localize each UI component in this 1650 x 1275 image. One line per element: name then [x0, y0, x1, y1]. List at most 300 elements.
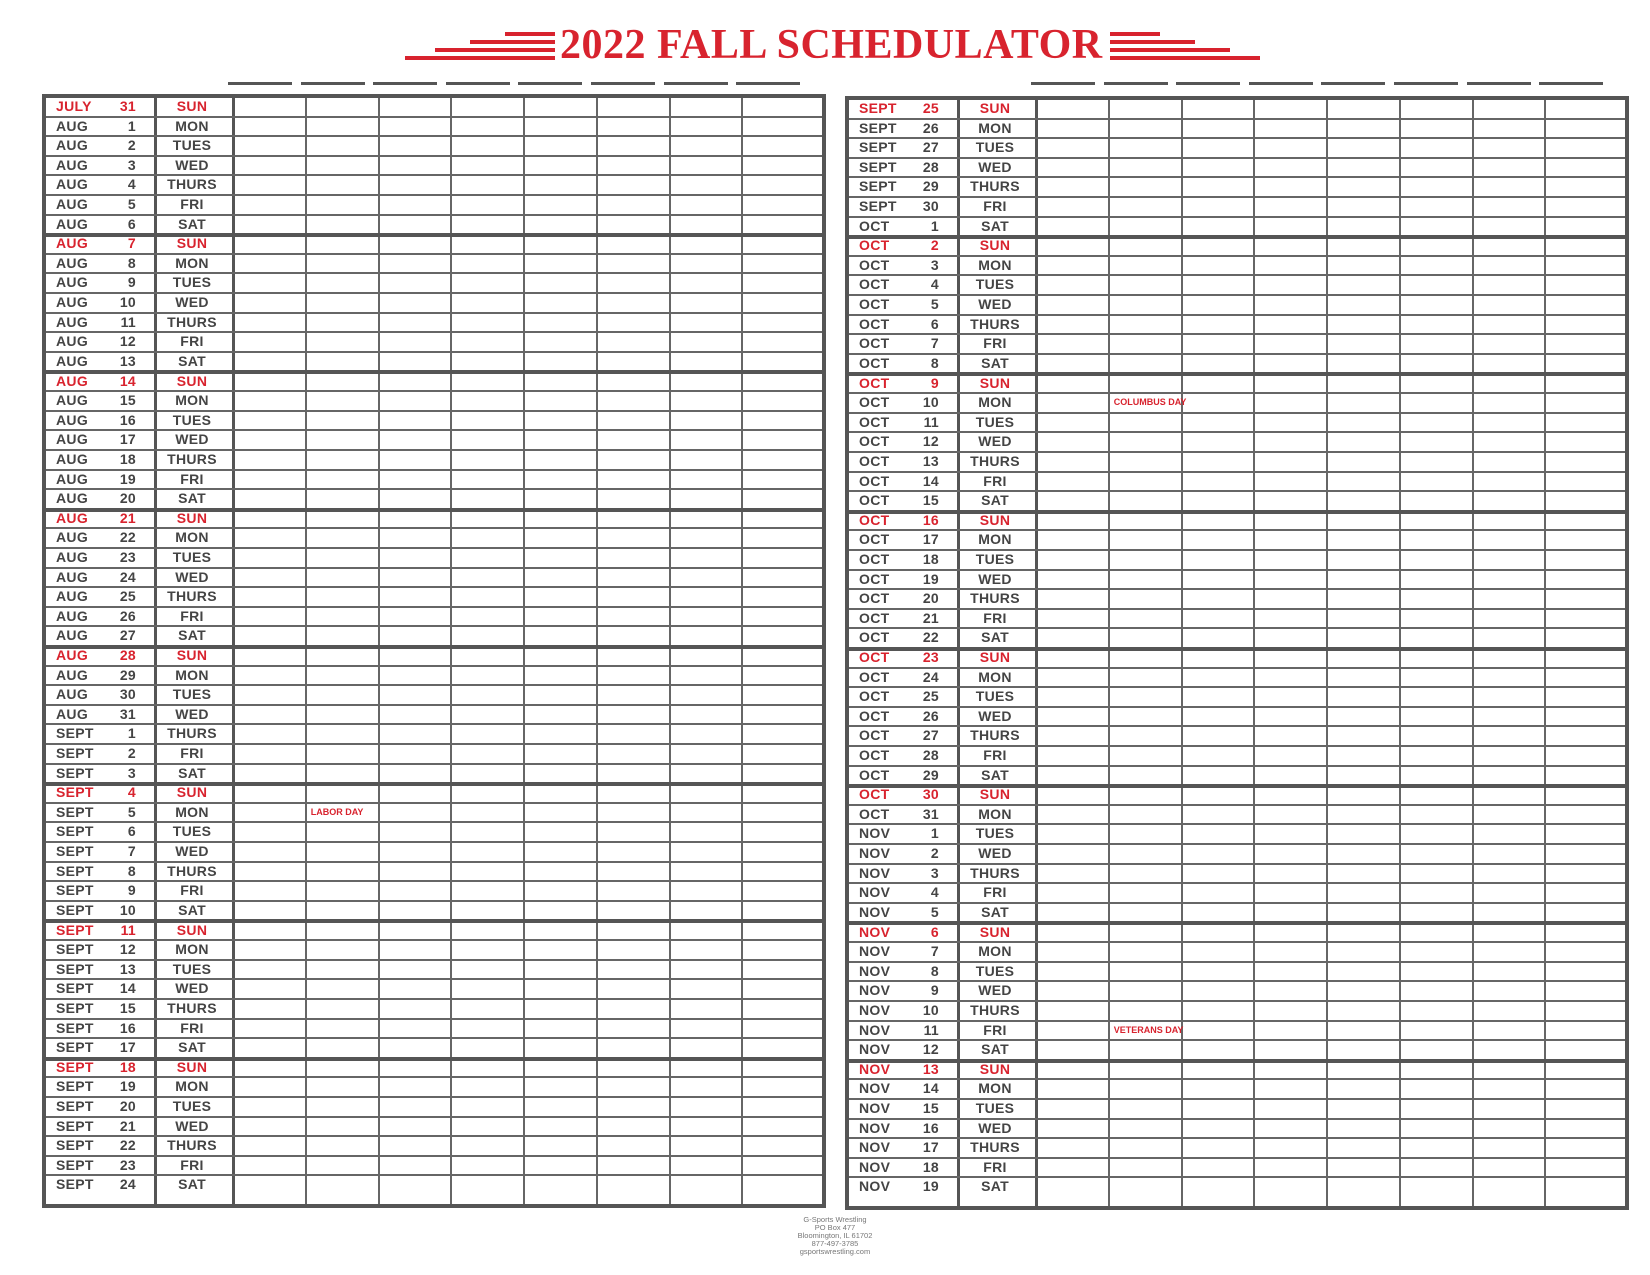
schedule-row[interactable] — [46, 843, 822, 863]
month-label: OCT — [859, 315, 890, 332]
day-number: 31 — [119, 705, 136, 722]
schedule-row[interactable] — [849, 1061, 1625, 1081]
weekday-label: FRI — [180, 882, 204, 899]
schedule-row[interactable] — [849, 355, 1625, 377]
column-header-line — [1249, 82, 1313, 85]
schedule-row[interactable] — [46, 1078, 822, 1098]
day-number: 8 — [127, 862, 136, 879]
weekday-label: TUES — [975, 1099, 1015, 1116]
schedule-row[interactable] — [46, 373, 822, 393]
schedule-row[interactable] — [849, 767, 1625, 789]
schedule-row[interactable] — [46, 784, 822, 804]
day-number: 4 — [127, 784, 136, 801]
schedule-row[interactable] — [849, 257, 1625, 277]
day-number: 24 — [119, 568, 136, 585]
month-label: NOV — [859, 962, 891, 979]
schedule-row[interactable] — [849, 551, 1625, 571]
month-label: OCT — [859, 256, 890, 273]
weekday-label: FRI — [180, 470, 204, 487]
day-number: 21 — [119, 509, 136, 526]
schedule-row[interactable] — [46, 137, 822, 157]
weekday-label: TUES — [975, 139, 1015, 156]
schedule-row[interactable] — [46, 725, 822, 745]
day-number: 16 — [119, 411, 136, 428]
day-number: 7 — [127, 843, 136, 860]
column-header-lines-right — [1031, 82, 1611, 90]
weekday-label: MON — [175, 1078, 209, 1095]
schedule-row[interactable] — [46, 961, 822, 981]
schedule-row[interactable] — [849, 178, 1625, 198]
weekday-label: SAT — [178, 1039, 206, 1056]
schedule-row[interactable] — [46, 1000, 822, 1020]
weekday-label: WED — [978, 433, 1012, 450]
column-header-line — [664, 82, 728, 85]
weekday-label: THURS — [970, 315, 1020, 332]
month-label: OCT — [859, 511, 890, 528]
schedule-row[interactable] — [46, 118, 822, 138]
month-label: NOV — [859, 1178, 891, 1195]
schedule-row[interactable] — [849, 845, 1625, 865]
day-number: 4 — [127, 176, 136, 193]
schedule-row[interactable] — [849, 433, 1625, 453]
schedule-row[interactable] — [849, 1159, 1625, 1179]
schedule-row[interactable] — [46, 176, 822, 196]
month-label: AUG — [56, 215, 89, 232]
schedule-row[interactable] — [46, 157, 822, 177]
month-label: AUG — [56, 196, 89, 213]
month-label: AUG — [56, 411, 89, 428]
schedule-row[interactable] — [849, 806, 1625, 826]
day-number: 3 — [127, 764, 136, 781]
day-number: 14 — [922, 1080, 939, 1097]
month-label: AUG — [56, 529, 89, 546]
schedule-row[interactable] — [849, 198, 1625, 218]
column-header-line — [1176, 82, 1240, 85]
weekday-label: SUN — [176, 921, 208, 938]
day-number: 7 — [930, 943, 939, 960]
month-label: SEPT — [56, 784, 94, 801]
weekday-label: THURS — [970, 1139, 1020, 1156]
schedule-row[interactable] — [46, 745, 822, 765]
month-label: SEPT — [56, 960, 94, 977]
column-header-line — [591, 82, 655, 85]
weekday-label: WED — [978, 1119, 1012, 1136]
day-number: 11 — [923, 413, 939, 430]
day-number: 9 — [930, 374, 939, 391]
schedule-row[interactable] — [849, 1100, 1625, 1120]
schedule-row[interactable] — [849, 276, 1625, 296]
holiday-label: COLUMBUS DAY — [1113, 397, 1187, 408]
day-number: 3 — [127, 156, 136, 173]
schedule-row[interactable] — [46, 1098, 822, 1118]
day-number: 2 — [930, 237, 939, 254]
schedule-row[interactable] — [46, 294, 822, 314]
weekday-label: THURS — [970, 727, 1020, 744]
weekday-label: WED — [175, 431, 209, 448]
day-number: 10 — [922, 1001, 939, 1018]
weekday-label: FRI — [983, 335, 1007, 352]
weekday-label: MON — [978, 668, 1012, 685]
weekday-label: WED — [175, 568, 209, 585]
schedule-row[interactable] — [849, 453, 1625, 473]
schedule-row[interactable] — [849, 1120, 1625, 1140]
weekday-label: SAT — [178, 490, 206, 507]
day-number: 17 — [119, 1039, 136, 1056]
schedule-row[interactable] — [46, 1118, 822, 1138]
weekday-label: TUES — [975, 825, 1015, 842]
schedule-row[interactable] — [46, 510, 822, 530]
day-number: 20 — [922, 590, 939, 607]
schedule-row[interactable] — [46, 863, 822, 883]
weekday-label: SAT — [178, 901, 206, 918]
schedule-row[interactable] — [849, 590, 1625, 610]
weekday-label: MON — [175, 392, 209, 409]
schedule-row[interactable] — [849, 100, 1625, 120]
day-number: 26 — [922, 707, 939, 724]
schedule-row[interactable] — [46, 529, 822, 549]
month-label: OCT — [859, 590, 890, 607]
schedule-row[interactable] — [849, 1139, 1625, 1159]
weekday-label: FRI — [983, 472, 1007, 489]
schedule-row[interactable] — [849, 237, 1625, 257]
weekday-label: TUES — [975, 688, 1015, 705]
schedule-row[interactable] — [46, 882, 822, 902]
weekday-label: FRI — [180, 745, 204, 762]
weekday-label: TUES — [975, 276, 1015, 293]
day-number: 27 — [119, 627, 136, 644]
day-number: 17 — [922, 531, 939, 548]
schedule-row[interactable] — [849, 1080, 1625, 1100]
month-label: OCT — [859, 668, 890, 685]
day-number: 22 — [119, 529, 136, 546]
weekday-label: FRI — [983, 884, 1007, 901]
schedule-row[interactable] — [46, 235, 822, 255]
month-label: OCT — [859, 335, 890, 352]
schedule-panel-left — [42, 94, 826, 1208]
schedule-row[interactable] — [46, 98, 822, 118]
day-number: 16 — [119, 1019, 136, 1036]
schedule-row[interactable] — [46, 392, 822, 412]
schedule-row[interactable] — [46, 1137, 822, 1157]
weekday-label: THURS — [167, 588, 217, 605]
weekday-label: TUES — [975, 962, 1015, 979]
schedule-row[interactable] — [849, 825, 1625, 845]
month-label: SEPT — [56, 764, 94, 781]
month-label: AUG — [56, 333, 89, 350]
day-number: 26 — [922, 119, 939, 136]
day-number: 19 — [119, 470, 136, 487]
month-label: OCT — [859, 688, 890, 705]
schedule-row[interactable] — [849, 649, 1625, 669]
day-number: 6 — [127, 215, 136, 232]
schedule-row[interactable] — [849, 414, 1625, 434]
schedule-row[interactable] — [849, 727, 1625, 747]
schedule-row[interactable] — [849, 375, 1625, 395]
schedule-row[interactable] — [46, 1020, 822, 1040]
schedule-row[interactable] — [46, 353, 822, 375]
schedule-row[interactable] — [46, 1039, 822, 1061]
schedule-row[interactable] — [46, 823, 822, 843]
schedule-row[interactable] — [46, 314, 822, 334]
schedule-row[interactable] — [46, 274, 822, 294]
month-label: SEPT — [56, 803, 94, 820]
schedule-row[interactable] — [849, 747, 1625, 767]
weekday-label: THURS — [970, 1001, 1020, 1018]
weekday-label: SUN — [176, 509, 208, 526]
day-number: 13 — [119, 352, 136, 369]
schedule-row[interactable] — [46, 216, 822, 238]
day-number: 4 — [930, 276, 939, 293]
schedule-row[interactable] — [849, 159, 1625, 179]
month-label: AUG — [56, 548, 89, 565]
schedule-row[interactable] — [46, 980, 822, 1000]
schedule-row[interactable] — [849, 1002, 1625, 1022]
weekday-label: SAT — [178, 352, 206, 369]
schedule-row[interactable] — [849, 335, 1625, 355]
day-number: 18 — [922, 550, 939, 567]
column-header-line — [1394, 82, 1458, 85]
schedule-row[interactable] — [46, 647, 822, 667]
day-number: 22 — [119, 1137, 136, 1154]
day-number: 19 — [119, 1078, 136, 1095]
weekday-label: SUN — [979, 923, 1011, 940]
schedule-row[interactable] — [849, 786, 1625, 806]
schedule-row[interactable] — [46, 667, 822, 687]
weekday-label: THURS — [167, 862, 217, 879]
day-number: 6 — [127, 823, 136, 840]
month-label: OCT — [859, 766, 890, 783]
schedule-row[interactable] — [46, 412, 822, 432]
month-label: NOV — [859, 1001, 891, 1018]
day-number: 3 — [930, 864, 939, 881]
day-number: 8 — [930, 962, 939, 979]
month-label: NOV — [859, 1080, 891, 1097]
month-label: SEPT — [56, 862, 94, 879]
day-number: 12 — [922, 433, 939, 450]
schedule-row[interactable] — [849, 1178, 1625, 1196]
title-stripe-left — [435, 48, 555, 52]
month-label: AUG — [56, 490, 89, 507]
day-number: 6 — [930, 923, 939, 940]
schedule-row[interactable] — [46, 686, 822, 706]
schedule-row[interactable] — [849, 218, 1625, 240]
day-number: 13 — [119, 960, 136, 977]
schedule-row[interactable] — [849, 296, 1625, 316]
schedule-row[interactable] — [849, 571, 1625, 591]
schedule-row[interactable] — [849, 316, 1625, 336]
footer-line: 877-497-3785 — [811, 1239, 859, 1248]
month-label: OCT — [859, 786, 890, 803]
month-label: SEPT — [859, 100, 897, 116]
weekday-label: TUES — [172, 1097, 212, 1114]
month-label: NOV — [859, 943, 891, 960]
schedule-row[interactable] — [46, 471, 822, 491]
schedule-row[interactable] — [46, 196, 822, 216]
weekday-label: THURS — [970, 590, 1020, 607]
day-number: 25 — [922, 100, 939, 116]
day-number: 24 — [119, 1176, 136, 1193]
day-number: 15 — [922, 1099, 939, 1116]
schedule-row[interactable] — [849, 943, 1625, 963]
day-number: 10 — [119, 294, 136, 311]
month-label: AUG — [56, 294, 89, 311]
weekday-label: FRI — [180, 333, 204, 350]
month-label: SEPT — [859, 158, 897, 175]
schedule-row[interactable] — [46, 922, 822, 942]
schedule-row[interactable] — [849, 492, 1625, 514]
weekday-label: WED — [978, 707, 1012, 724]
schedule-row[interactable] — [849, 904, 1625, 926]
weekday-label: SUN — [979, 649, 1011, 665]
month-label: AUG — [56, 176, 89, 193]
title-stripe-left — [470, 40, 555, 44]
month-label: OCT — [859, 296, 890, 313]
schedule-row[interactable] — [849, 1041, 1625, 1063]
schedule-row[interactable] — [849, 963, 1625, 983]
weekday-label: TUES — [172, 960, 212, 977]
schedule-row[interactable] — [849, 924, 1625, 944]
day-number: 5 — [127, 803, 136, 820]
weekday-label: SUN — [176, 98, 208, 114]
day-number: 28 — [922, 747, 939, 764]
month-label: NOV — [859, 1041, 891, 1058]
month-label: JULY — [56, 98, 92, 114]
schedule-row[interactable] — [849, 865, 1625, 885]
month-label: NOV — [859, 1021, 891, 1038]
page-title: 2022 FALL SCHEDULATOR — [560, 22, 1103, 68]
month-label: OCT — [859, 452, 890, 469]
weekday-label: SUN — [979, 1060, 1011, 1077]
day-number: 19 — [922, 1178, 939, 1195]
weekday-label: MON — [978, 394, 1012, 411]
footer-line: Bloomington, IL 61702 — [797, 1231, 873, 1240]
day-number: 25 — [922, 688, 939, 705]
schedule-row[interactable] — [849, 688, 1625, 708]
day-number: 11 — [923, 1021, 939, 1038]
weekday-label: FRI — [180, 607, 204, 624]
month-label: AUG — [56, 137, 89, 154]
schedule-row[interactable] — [46, 1176, 822, 1194]
schedule-row[interactable] — [46, 431, 822, 451]
schedule-row[interactable] — [849, 884, 1625, 904]
month-label: NOV — [859, 1119, 891, 1136]
schedule-row[interactable] — [46, 627, 822, 649]
month-label: SEPT — [56, 1176, 94, 1193]
day-number: 12 — [119, 941, 136, 958]
day-number: 30 — [922, 198, 939, 215]
schedule-row[interactable] — [849, 982, 1625, 1002]
schedule-row[interactable] — [849, 1022, 1625, 1042]
day-number: 1 — [127, 117, 136, 134]
column-header-line — [518, 82, 582, 85]
month-label: OCT — [859, 649, 890, 665]
schedule-row[interactable] — [849, 610, 1625, 630]
schedule-row[interactable] — [46, 588, 822, 608]
schedule-row[interactable] — [849, 512, 1625, 532]
weekday-label: MON — [978, 256, 1012, 273]
day-number: 29 — [922, 766, 939, 783]
weekday-label: SAT — [178, 627, 206, 644]
month-label: AUG — [56, 372, 89, 389]
month-label: AUG — [56, 392, 89, 409]
weekday-label: SAT — [981, 217, 1009, 234]
footer-line: PO Box 477 — [814, 1223, 856, 1232]
day-number: 13 — [922, 1060, 939, 1077]
month-label: AUG — [56, 627, 89, 644]
day-number: 14 — [119, 372, 136, 389]
schedule-row[interactable] — [849, 139, 1625, 159]
schedule-row[interactable] — [46, 333, 822, 353]
schedule-row[interactable] — [849, 394, 1625, 414]
month-label: NOV — [859, 845, 891, 862]
weekday-label: WED — [978, 845, 1012, 862]
month-label: OCT — [859, 492, 890, 509]
weekday-label: TUES — [172, 548, 212, 565]
schedule-row[interactable] — [849, 708, 1625, 728]
day-number: 9 — [127, 882, 136, 899]
schedule-row[interactable] — [849, 629, 1625, 651]
weekday-label: WED — [978, 982, 1012, 999]
weekday-label: SUN — [176, 235, 208, 252]
month-label: OCT — [859, 394, 890, 411]
schedule-row[interactable] — [46, 608, 822, 628]
schedule-row[interactable] — [849, 473, 1625, 493]
schedule-row[interactable] — [46, 451, 822, 471]
weekday-label: WED — [175, 1117, 209, 1134]
schedule-row[interactable] — [46, 902, 822, 924]
day-number: 17 — [119, 431, 136, 448]
schedule-row[interactable] — [46, 765, 822, 787]
schedule-row[interactable] — [46, 706, 822, 726]
schedule-row[interactable] — [46, 549, 822, 569]
schedule-row[interactable] — [46, 1059, 822, 1079]
month-label: SEPT — [56, 1137, 94, 1154]
month-label: AUG — [56, 156, 89, 173]
weekday-label: FRI — [983, 1158, 1007, 1175]
weekday-label: SAT — [981, 903, 1009, 920]
title-stripe-right — [1110, 40, 1195, 44]
title-stripe-right — [1110, 56, 1260, 60]
weekday-label: FRI — [983, 198, 1007, 215]
schedule-row[interactable] — [46, 569, 822, 589]
schedule-row[interactable] — [46, 941, 822, 961]
day-number: 11 — [120, 313, 136, 330]
schedule-row[interactable] — [849, 120, 1625, 140]
month-label: NOV — [859, 825, 891, 842]
schedule-row[interactable] — [46, 804, 822, 824]
day-number: 23 — [119, 548, 136, 565]
month-label: OCT — [859, 531, 890, 548]
weekday-label: SUN — [176, 372, 208, 389]
title-stripe-left — [405, 56, 555, 60]
schedule-row[interactable] — [849, 531, 1625, 551]
schedule-row[interactable] — [46, 1157, 822, 1177]
day-number: 21 — [119, 1117, 136, 1134]
weekday-label: SAT — [981, 354, 1009, 371]
weekday-label: TUES — [172, 686, 212, 703]
weekday-label: WED — [978, 296, 1012, 313]
schedule-row[interactable] — [46, 490, 822, 512]
schedule-row[interactable] — [46, 255, 822, 275]
weekday-label: WED — [978, 158, 1012, 175]
month-label: SEPT — [859, 178, 897, 195]
schedule-row[interactable] — [849, 669, 1625, 689]
weekday-label: SAT — [178, 215, 206, 232]
title-banner — [0, 14, 1650, 76]
month-label: OCT — [859, 727, 890, 744]
column-header-line — [228, 82, 292, 85]
month-label: AUG — [56, 568, 89, 585]
